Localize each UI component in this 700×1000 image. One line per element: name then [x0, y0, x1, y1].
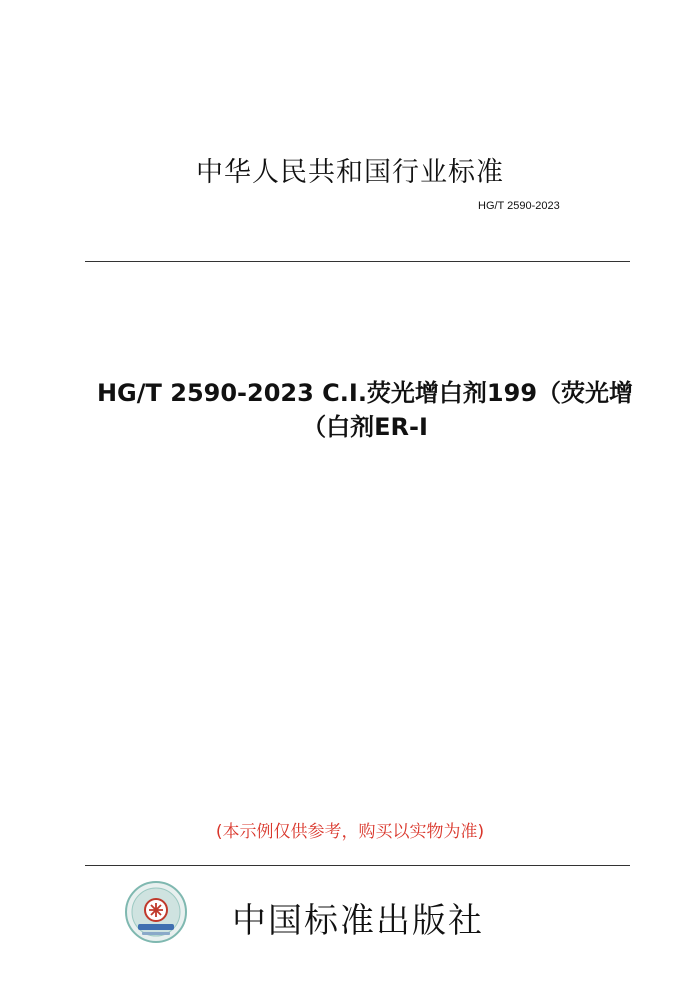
document-title: [40, 376, 690, 444]
document-title-line-2: （白剂ER-I: [302, 413, 428, 441]
publisher-name: 中国标准出版社: [232, 901, 484, 941]
bottom-divider: [85, 865, 630, 866]
top-divider: [85, 261, 630, 262]
sample-notice: (本示例仅供参考，购买以实物为准): [215, 822, 485, 842]
publisher-seal-icon: [124, 880, 188, 944]
standard-code: HG/T 2590-2023: [478, 200, 560, 212]
standard-category-title: 中华人民共和国行业标准: [196, 157, 504, 188]
document-title-line-1: HG/T 2590-2023 C.I.荧光增白剂199（荧光增: [96, 379, 634, 407]
